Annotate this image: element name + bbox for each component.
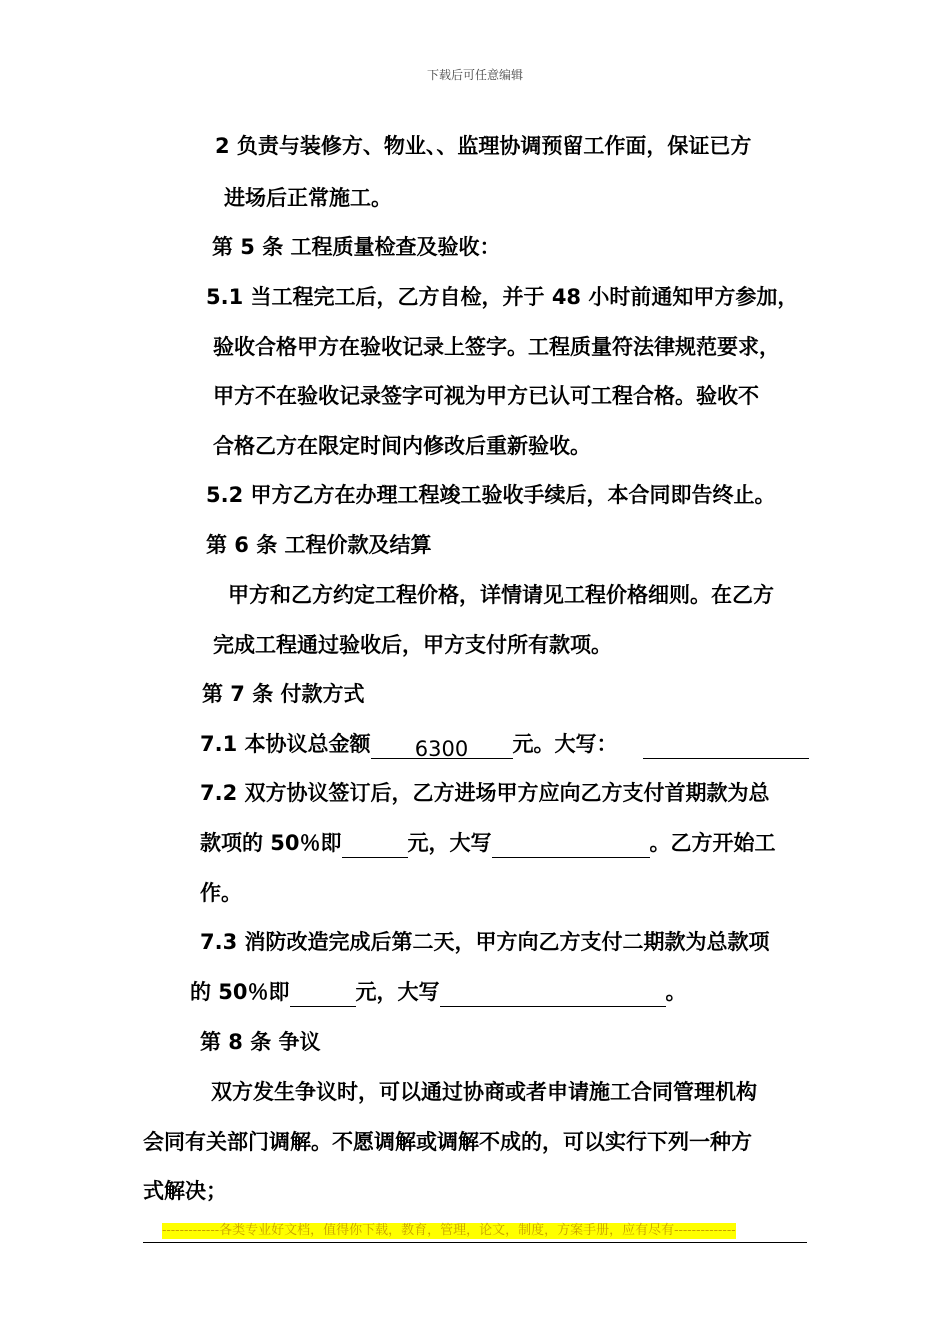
amount-blank [290,982,356,1007]
page-footer: -------------各类专业好文档，值得你下载，教育，管理，论文，制度，方案手册，应有尽有-------------- [162,1223,736,1238]
clause-text: 的 50％即 [190,980,290,1004]
paragraph-line [190,977,687,1007]
amount-words-blank [492,833,650,858]
paragraph-line: 作。 [200,881,242,905]
paragraph-line: 合格乙方在限定时间内修改后重新验收。 [213,434,591,458]
paragraph-line: 完成工程通过验收后，甲方支付所有款项。 [213,633,612,657]
clause-text: 7.1 本协议总金额 [200,732,371,756]
amount-blank [342,833,408,858]
clause-7-3: 7.3 消防改造完成后第二天，甲方向乙方支付二期款为总款项 [200,930,770,954]
paragraph-line: 会同有关部门调解。不愿调解或调解不成的，可以实行下列一种方 [143,1130,752,1154]
clause-5-2: 5.2 甲方乙方在办理工程竣工验收手续后，本合同即告终止。 [206,483,776,507]
section-heading: 第 8 条 争议 [200,1030,321,1054]
amount-words-blank [440,982,666,1007]
clause-text: 。 [665,980,687,1004]
paragraph-line: 2 负责与装修方、物业、、监理协调预留工作面，保证已方 [215,134,752,158]
paragraph-line: 双方发生争议时，可以通过协商或者申请施工合同管理机构 [211,1080,757,1104]
paragraph-line: 甲方不在验收记录签字可视为甲方已认可工程合格。验收不 [213,384,759,408]
clause-text: 。乙方开始工 [649,831,776,855]
paragraph-line: 式解决； [143,1179,227,1203]
clause-5-1: 5.1 当工程完工后，乙方自检，并于 48 小时前通知甲方参加， [206,285,799,309]
paragraph-line: 验收合格甲方在验收记录上签字。工程质量符法律规范要求， [213,335,780,359]
clause-7-1 [200,729,809,759]
clause-text: 元，大写 [355,980,440,1004]
paragraph-line: 甲方和乙方约定工程价格，详情请见工程价格细则。在乙方 [228,583,774,607]
paragraph-line: 进场后正常施工。 [224,186,392,210]
clause-text: 元。大写： [512,732,618,756]
clause-7-2: 7.2 双方协议签订后，乙方进场甲方应向乙方支付首期款为总 [200,781,770,805]
amount-words-blank [643,734,809,759]
paragraph-line [200,828,776,858]
section-heading: 第 7 条 付款方式 [202,682,365,706]
footer-divider [143,1242,807,1243]
section-heading: 第 6 条 工程价款及结算 [206,533,432,557]
page-header: 下载后可任意编辑 [426,68,523,82]
section-heading: 第 5 条 工程质量检查及验收： [212,235,501,259]
amount-blank: 6300 [371,734,513,759]
clause-text: 款项的 50％即 [200,831,342,855]
clause-text: 元，大写 [407,831,492,855]
